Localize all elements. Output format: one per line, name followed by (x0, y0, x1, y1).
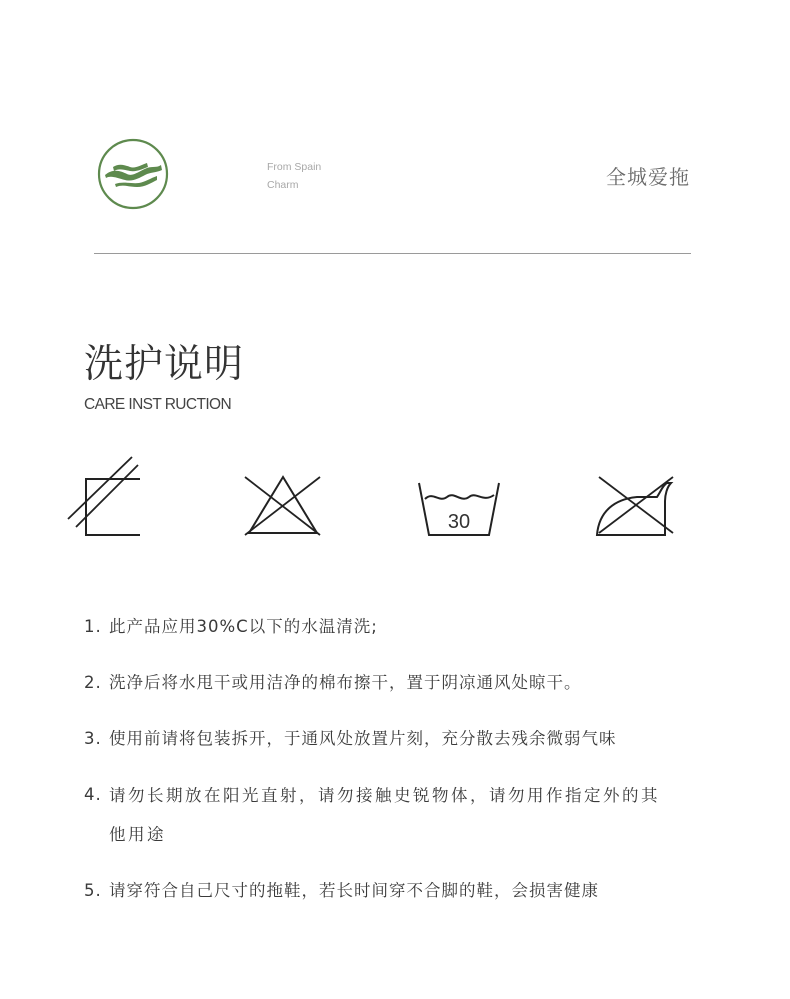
do-not-iron-icon (595, 455, 677, 539)
item-text: 请穿符合自己尺寸的拖鞋，若长时间穿不合脚的鞋，会损害健康 (109, 881, 599, 900)
brand-name: 全城爱拖 (606, 165, 690, 189)
section-subtitle: CARE INST RUCTION (84, 396, 232, 413)
do-not-tumble-dry-icon (66, 455, 140, 539)
item-number: 2. (84, 673, 102, 692)
tagline-line-1: From Spain (267, 161, 322, 173)
list-item (84, 879, 599, 903)
item-text: 此产品应用30%C以下的水温清洗; (109, 617, 378, 636)
tagline-line-2: Charm (267, 179, 299, 191)
section-title: 洗护说明 (84, 342, 245, 387)
list-item (84, 615, 378, 639)
item-number: 5. (84, 881, 102, 900)
wave-logo-icon (97, 138, 169, 210)
item-number: 4. (84, 785, 102, 804)
list-item (84, 783, 674, 854)
list-item (84, 727, 617, 751)
item-text: 使用前请将包装拆开，于通风处放置片刻，充分散去残余微弱气味 (109, 729, 617, 748)
wash-temperature-label: 30 (447, 511, 471, 533)
item-text: 洗净后将水甩干或用洁净的棉布擦干，置于阴凉通风处晾干。 (109, 673, 582, 692)
tagline (267, 158, 321, 194)
do-not-bleach-icon (243, 455, 321, 539)
item-number: 1. (84, 617, 102, 636)
list-item (84, 671, 582, 695)
item-text: 请勿长期放在阳光直射，请勿接触史锐物体，请勿用作指定外的其他用途 (109, 786, 660, 844)
wash-30-icon (417, 455, 501, 539)
header-divider (94, 253, 691, 254)
item-number: 3. (84, 729, 102, 748)
